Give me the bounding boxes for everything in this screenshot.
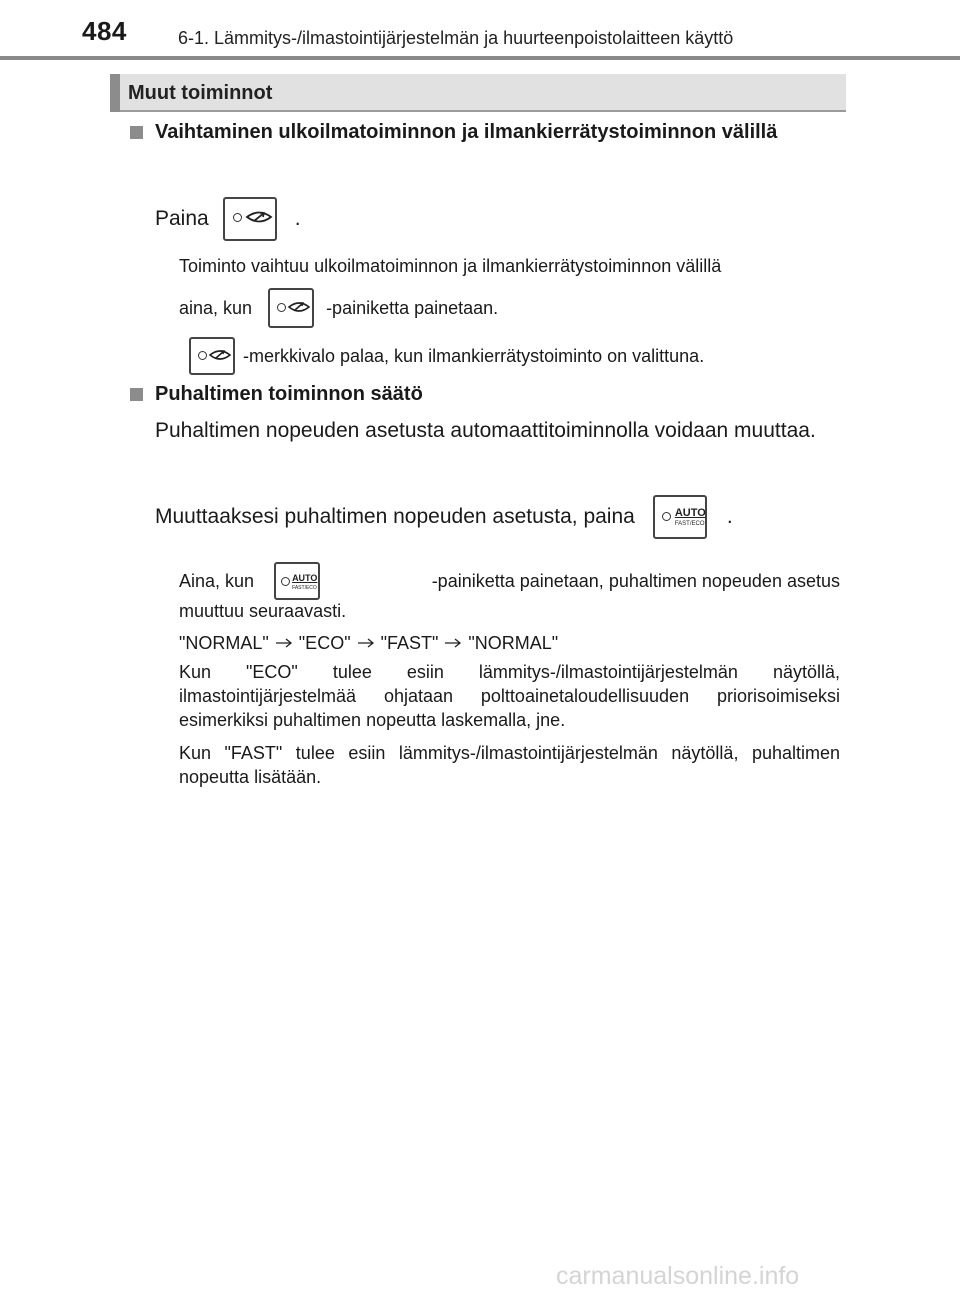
indicator-light-icon	[277, 303, 286, 312]
arrow-right-icon	[275, 638, 293, 648]
air-recirculation-icon	[287, 300, 311, 314]
fan-note1-line2: muuttuu seuraavasti.	[179, 601, 347, 621]
air-recirculation-button-inline	[268, 288, 314, 328]
section-title-bar	[110, 74, 846, 112]
sequence-eco: "ECO"	[298, 632, 351, 653]
arrow-right-icon	[357, 638, 375, 648]
indicator-light-icon	[198, 351, 207, 360]
sequence-normal-end: "NORMAL"	[468, 632, 559, 653]
fan-note-fast: Kun "FAST" tulee esiin lämmitys-/ilmastointijärjestelmän näytöllä, puhaltimen nopeutta lisätään.	[179, 743, 840, 787]
auto-label: AUTO	[292, 573, 318, 583]
recirc-heading: Vaihtaminen ulkoilmatoiminnon ja ilmankierrätystoiminnon välillä	[155, 121, 778, 143]
fan-note-eco: Kun "ECO" tulee esiin lämmitys-/ilmastointijärjestelmän näytöllä, ilmastointijärjestelmää ohjataan polttoainetaloudellisuuden priorisoimiseksi esimerkiksi puhaltimen nopeutta laskemalla, jne.	[179, 662, 840, 730]
auto-fast-eco-button[interactable]	[653, 495, 707, 539]
sequence-fast: "FAST"	[380, 632, 439, 653]
fast-eco-label: FAST/ECO	[292, 585, 317, 591]
air-recirculation-button[interactable]	[223, 197, 277, 241]
bullet-square-icon	[130, 388, 143, 401]
arrow-right-icon	[444, 638, 462, 648]
recirc-press-line	[155, 196, 301, 242]
indicator-light-icon	[662, 512, 671, 521]
recirc-note1-suffix: -painiketta painetaan.	[326, 297, 499, 318]
fan-press-suffix: .	[726, 505, 733, 528]
fan-heading: Puhaltimen toiminnon säätö	[155, 383, 423, 405]
fan-note1-left	[179, 562, 332, 600]
section-accent	[110, 74, 120, 112]
recirc-note1-prefix: aina, kun	[179, 297, 253, 318]
recirc-note2-text: -merkkivalo palaa, kun ilmankierrätystoiminto on valittuna.	[243, 345, 705, 366]
indicator-light-icon	[233, 213, 242, 222]
indicator-light-icon	[281, 577, 290, 586]
header-divider	[0, 56, 960, 60]
chapter-title: 6-1. Lämmitys-/ilmastointijärjestelmän ja huurteenpoistolaitteen käyttö	[178, 28, 734, 48]
fan-press-line	[155, 494, 733, 540]
recirc-press-prefix: Paina	[155, 207, 209, 230]
recirc-note2-line	[189, 336, 704, 376]
auto-fast-eco-button-inline	[274, 562, 320, 600]
air-recirculation-indicator	[189, 337, 235, 375]
recirc-note1-line1: Toiminto vaihtuu ulkoilmatoiminnon ja ilmankierrätystoiminnon välillä	[179, 256, 722, 276]
fast-eco-label: FAST/ECO	[674, 521, 705, 527]
recirc-note1-line2	[179, 286, 498, 330]
section-title: Muut toiminnot	[128, 82, 273, 104]
fan-note1-suffix: -painiketta painetaan, puhaltimen nopeuden asetus	[431, 570, 840, 591]
fan-note1-prefix: Aina, kun	[179, 570, 255, 591]
fan-note1-line1	[179, 561, 840, 601]
fan-para1: Puhaltimen nopeuden asetusta automaattitoiminnolla voidaan muuttaa.	[155, 419, 816, 442]
auto-label: AUTO	[674, 507, 706, 519]
air-recirculation-icon	[208, 348, 232, 362]
page-number: 484	[82, 16, 127, 46]
bullet-square-icon	[130, 126, 143, 139]
watermark: carmanualsonline.info	[556, 1262, 800, 1290]
air-recirculation-icon	[245, 209, 273, 225]
sequence-normal: "NORMAL"	[179, 632, 269, 653]
fan-sequence	[179, 630, 558, 656]
recirc-press-suffix: .	[294, 207, 301, 230]
fan-press-prefix: Muuttaaksesi puhaltimen nopeuden asetusta, paina	[155, 505, 635, 528]
